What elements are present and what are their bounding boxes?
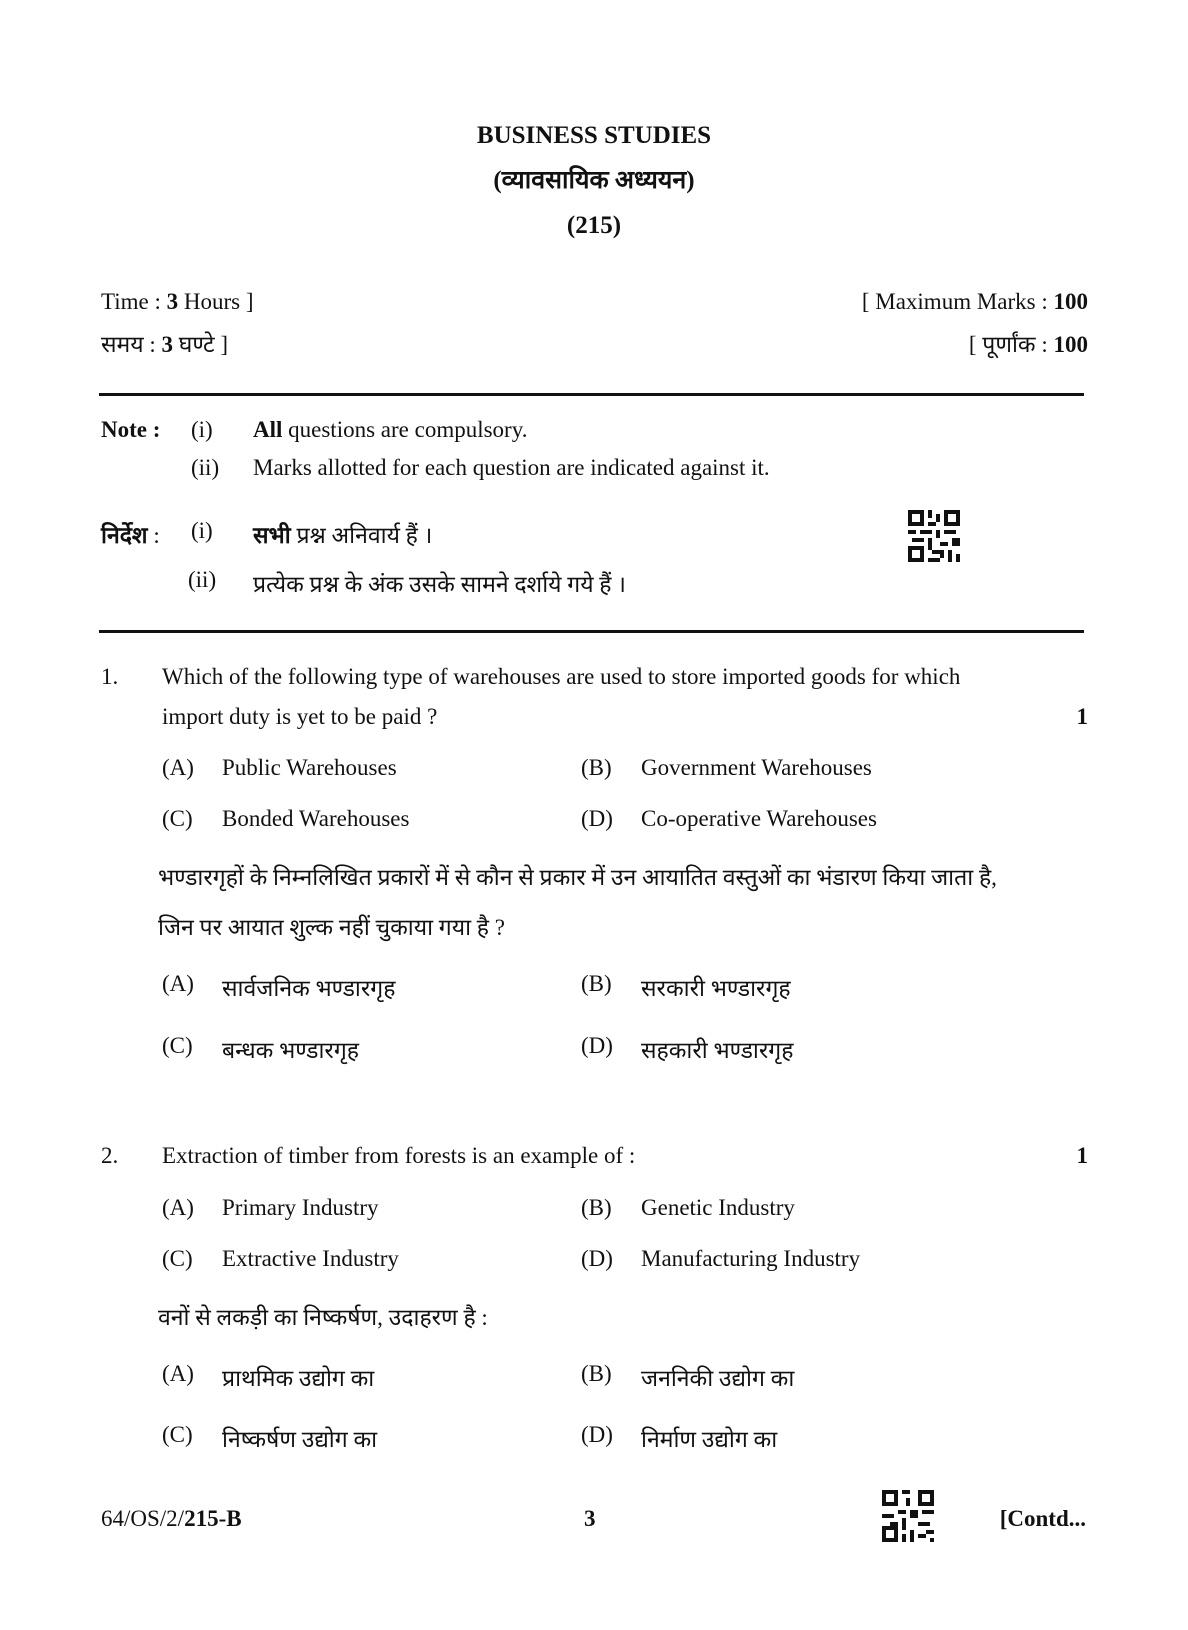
option-label: (C) [162, 1422, 193, 1447]
note-label-hindi: निर्देश : [101, 523, 160, 548]
option-label: (D) [581, 1422, 613, 1447]
qr-code-icon [882, 1490, 934, 1542]
continued-label: [Contd... [999, 1506, 1086, 1531]
option-text: Primary Industry [222, 1195, 379, 1220]
question-number: 1. [101, 664, 119, 689]
option-label: (A) [162, 1361, 194, 1386]
option-text-hindi: बन्धक भण्डारगृह [222, 1038, 359, 1063]
notes-divider [99, 630, 1084, 633]
option-text-hindi: प्राथमिक उद्योग का [222, 1366, 375, 1391]
paper-title-hindi: (व्यावसायिक अध्ययन) [493, 167, 695, 194]
max-marks-hindi: [ पूर्णांक : 100 [968, 332, 1088, 357]
option-text-hindi: निर्माण उद्योग का [641, 1427, 778, 1452]
qr-code-icon [908, 510, 960, 562]
time-hindi: समय : 3 घण्टे ] [101, 332, 229, 357]
option-label: (C) [162, 1246, 193, 1271]
option-text: Government Warehouses [641, 755, 872, 780]
option-text: Manufacturing Industry [641, 1246, 861, 1271]
question-text-hindi: जिन पर आयात शुल्क नहीं चुकाया गया है ? [158, 915, 505, 940]
option-label: (B) [581, 971, 612, 996]
header-divider [99, 393, 1084, 396]
time-english: Time : 3 Hours ] [101, 289, 254, 314]
option-text: Co-operative Warehouses [641, 806, 877, 831]
option-label: (B) [581, 755, 612, 780]
note-item-text-hindi: प्रत्येक प्रश्न के अंक उसके सामने दर्शाये गये हैं । [253, 572, 626, 597]
note-label: Note : [101, 417, 161, 442]
option-label: (B) [581, 1361, 612, 1386]
option-text-hindi: सार्वजनिक भण्डारगृह [222, 976, 396, 1001]
option-label: (D) [581, 806, 613, 831]
paper-title: BUSINESS STUDIES [476, 122, 712, 149]
paper-code-footer: 64/OS/2/215-B [101, 1506, 242, 1531]
question-marks: 1 [1076, 1143, 1088, 1168]
option-text: Public Warehouses [222, 755, 397, 780]
question-marks: 1 [1076, 704, 1088, 729]
option-label: (B) [581, 1195, 612, 1220]
option-text-hindi: सरकारी भण्डारगृह [641, 976, 791, 1001]
option-text-hindi: सहकारी भण्डारगृह [641, 1038, 794, 1063]
option-label: (A) [162, 1195, 194, 1220]
note-item-number: (i) [191, 417, 213, 442]
question-text: Which of the following type of warehouses are used to store imported goods for which [162, 664, 961, 689]
note-item-number: (ii) [191, 455, 220, 480]
paper-code: (215) [566, 212, 622, 239]
note-item-text: Marks allotted for each question are indicated against it. [253, 455, 770, 480]
option-text: Genetic Industry [641, 1195, 795, 1220]
option-text: Extractive Industry [222, 1246, 399, 1271]
option-label: (D) [581, 1033, 613, 1058]
question-text: import duty is yet to be paid ? [162, 704, 438, 729]
page-number: 3 [584, 1506, 596, 1531]
max-marks-english: [ Maximum Marks : 100 [861, 289, 1088, 314]
note-item-text-hindi: सभी प्रश्न अनिवार्य हैं । [253, 523, 433, 548]
option-label: (D) [581, 1246, 613, 1271]
option-text-hindi: जननिकी उद्योग का [641, 1366, 795, 1391]
note-item-number: (ii) [188, 567, 217, 592]
option-text-hindi: निष्कर्षण उद्योग का [222, 1427, 378, 1452]
question-number: 2. [101, 1143, 119, 1168]
note-item-text: All questions are compulsory. [253, 417, 528, 442]
note-item-number: (i) [191, 518, 213, 543]
question-text-hindi: वनों से लकड़ी का निष्कर्षण, उदाहरण है : [158, 1305, 488, 1330]
option-label: (C) [162, 806, 193, 831]
option-label: (A) [162, 971, 194, 996]
question-text-hindi: भण्डारगृहों के निम्नलिखित प्रकारों में से कौन से प्रकार में उन आयातित वस्तुओं का भंडारण किया जाता है, [158, 865, 997, 890]
option-text: Bonded Warehouses [222, 806, 410, 831]
question-text: Extraction of timber from forests is an example of : [162, 1143, 636, 1168]
option-label: (C) [162, 1033, 193, 1058]
option-label: (A) [162, 755, 194, 780]
